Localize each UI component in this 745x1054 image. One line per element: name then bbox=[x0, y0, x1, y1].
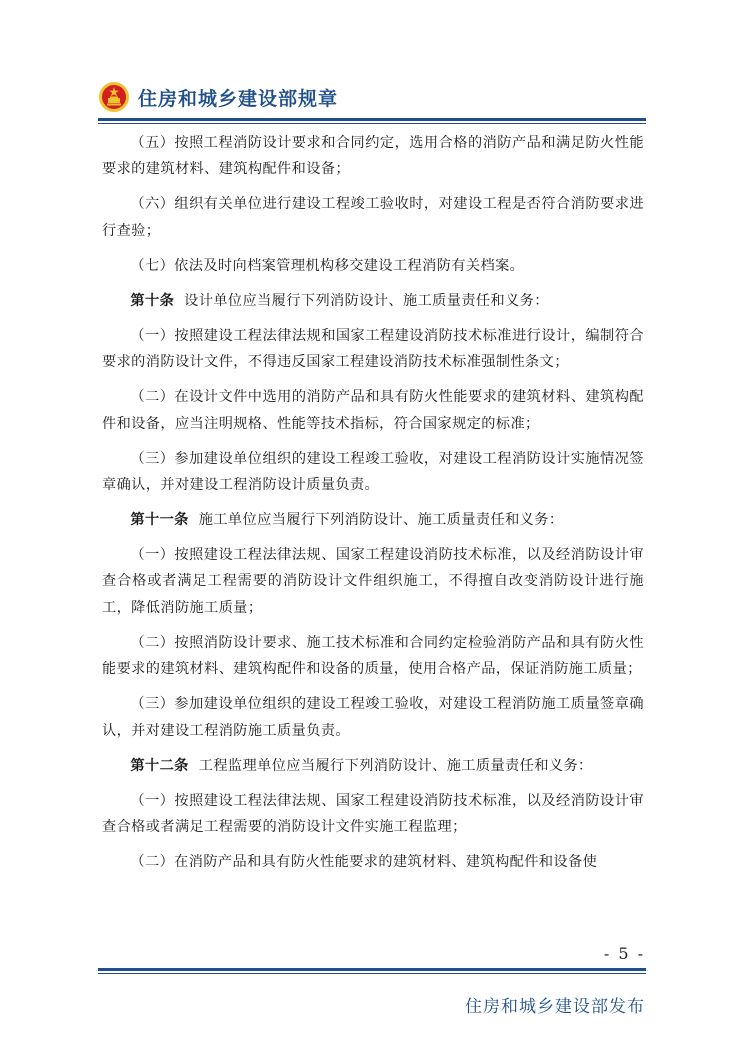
paragraph-text: （一）按照建设工程法律法规、国家工程建设消防技术标准，以及经消防设计审查合格或者满足工程需要的消防设计文件实施工程监理； bbox=[102, 792, 644, 836]
clause-paragraph bbox=[102, 849, 644, 875]
paragraph-text: 施工单位应当履行下列消防设计、施工质量责任和义务： bbox=[198, 512, 564, 529]
paragraph-text: （二）在设计文件中选用的消防产品和具有防火性能要求的建筑材料、建筑构配件和设备，应当注明规格、性能等技术指标，符合国家规定的标准； bbox=[102, 389, 644, 432]
article-paragraph bbox=[102, 507, 644, 533]
paragraph-text: （七）依法及时向档案管理机构移交建设工程消防有关档案。 bbox=[130, 257, 525, 274]
footer-divider-thin bbox=[98, 973, 646, 974]
article-number: 第十条 bbox=[130, 292, 175, 309]
article-paragraph bbox=[102, 288, 644, 314]
clause-paragraph bbox=[102, 446, 644, 499]
footer-title: 住房和城乡建设部发布 bbox=[465, 997, 645, 1017]
paragraph-text: （二）在消防产品和具有防火性能要求的建筑材料、建筑构配件和设备使 bbox=[130, 854, 598, 871]
document-header bbox=[98, 80, 338, 114]
clause-paragraph bbox=[102, 130, 644, 183]
paragraph-text: （三）参加建设单位组织的建设工程竣工验收，对建设工程消防施工质量签章确认，并对建设工程消防施工质量负责。 bbox=[102, 696, 644, 739]
clause-paragraph bbox=[102, 384, 644, 437]
paragraph-text: （三）参加建设单位组织的建设工程竣工验收，对建设工程消防设计实施情况签章确认，并对建设工程消防设计质量负责。 bbox=[102, 450, 644, 494]
clause-paragraph bbox=[102, 253, 644, 279]
national-emblem-icon bbox=[98, 81, 130, 113]
header-divider-thin bbox=[98, 123, 646, 124]
clause-paragraph bbox=[102, 630, 644, 683]
paragraph-text: （一）按照建设工程法律法规和国家工程建设消防技术标准进行设计，编制符合要求的消防设计文件，不得违反国家工程建设消防技术标准强制性条文； bbox=[102, 327, 644, 371]
article-paragraph bbox=[102, 753, 644, 779]
article-number: 第十一条 bbox=[130, 512, 189, 529]
paragraph-text: （二）按照消防设计要求、施工技术标准和合同约定检验消防产品和具有防火性能要求的建筑材料、建筑构配件和设备的质量，使用合格产品，保证消防施工质量； bbox=[102, 634, 644, 678]
paragraph-text: （一）按照建设工程法律法规、国家工程建设消防技术标准，以及经消防设计审查合格或者满足工程需要的消防设计文件组织施工，不得擅自改变消防设计进行施工，降低消防施工质量； bbox=[102, 547, 644, 616]
header-divider-thick bbox=[98, 118, 646, 121]
paragraph-text: 工程监理单位应当履行下列消防设计、施工质量责任和义务： bbox=[198, 757, 593, 774]
clause-paragraph bbox=[102, 691, 644, 744]
paragraph-text: （五）按照工程消防设计要求和合同约定，选用合格的消防产品和满足防火性能要求的建筑材料、建筑构配件和设备； bbox=[102, 135, 644, 178]
clause-paragraph bbox=[102, 542, 644, 621]
clause-paragraph bbox=[102, 323, 644, 376]
paragraph-text: 设计单位应当履行下列消防设计、施工质量责任和义务： bbox=[184, 292, 549, 309]
article-number: 第十二条 bbox=[130, 757, 189, 774]
paragraph-text: （六）组织有关单位进行建设工程竣工验收时，对建设工程是否符合消防要求进行查验； bbox=[102, 196, 644, 239]
page-number: - 5 - bbox=[603, 944, 645, 963]
header-title: 住房和城乡建设部规章 bbox=[138, 87, 339, 110]
clause-paragraph bbox=[102, 191, 644, 244]
footer-divider-thick bbox=[98, 968, 646, 971]
clause-paragraph bbox=[102, 788, 644, 841]
document-body bbox=[102, 130, 644, 884]
